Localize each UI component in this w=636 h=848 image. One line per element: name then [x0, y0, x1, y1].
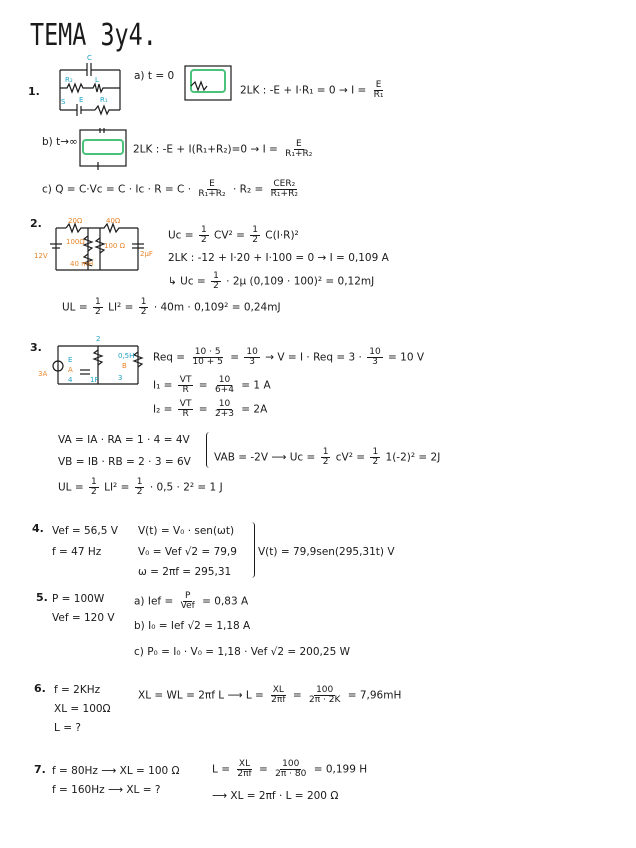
- p3-va: VA = IA · RA = 1 · 4 = 4V: [58, 434, 190, 446]
- circuit-1b-diagram: [78, 128, 128, 168]
- problem-4-number: 4.: [32, 522, 44, 535]
- p7-l-equation: L = $\frac{XL}{2\pi f}$ = $\frac{100}{2\pi \cdot 80}$ = 0,199 H: [212, 759, 368, 779]
- p3-vb: VB = IB · RB = 2 · 3 = 6V: [58, 456, 191, 468]
- svg-text:12V: 12V: [34, 252, 48, 260]
- p3-i1: I₁ = $\frac{VT}{R}$ = $\frac{10}{6+4}$ = 1 A: [153, 375, 271, 395]
- svg-text:R₂: R₂: [65, 76, 73, 84]
- p4-vt: V(t) = V₀ · sen(ωt): [138, 525, 235, 537]
- p4-vef: Vef = 56,5 V: [52, 525, 118, 537]
- circuit-3-diagram: [38, 334, 148, 390]
- problem-1-number: 1.: [28, 85, 40, 98]
- svg-text:2μF: 2μF: [140, 250, 153, 258]
- p3-brace: [206, 432, 213, 468]
- svg-text:L: L: [95, 76, 99, 84]
- page-title: TEMA 3y4.: [30, 18, 157, 53]
- p6-equation: XL = WL = 2πf L ⟶ L = $\frac{XL}{2\pi f}$ = $\frac{100}{2\pi \cdot 2K}$ = 7,96mH: [138, 685, 402, 705]
- circuit-2-diagram: [36, 214, 166, 278]
- svg-text:S: S: [61, 98, 66, 106]
- svg-text:2: 2: [96, 335, 101, 343]
- p5a-ief: a) Ief = $\frac{P}{\text{Vef}}$ = 0,83 A: [134, 591, 249, 611]
- problem-7-number: 7.: [34, 763, 46, 776]
- p5c-p0: c) P₀ = I₀ · V₀ = 1,18 · Vef √2 = 200,25 W: [134, 646, 350, 658]
- svg-text:40Ω: 40Ω: [106, 217, 121, 225]
- svg-text:4: 4: [68, 376, 73, 384]
- p6-f: f = 2KHz: [54, 684, 101, 696]
- p5-power: P = 100W: [52, 593, 105, 605]
- svg-text:40 mH: 40 mH: [70, 260, 94, 268]
- svg-text:1F: 1F: [90, 376, 99, 384]
- svg-text:3: 3: [118, 374, 123, 382]
- p3-i2: I₂ = $\frac{VT}{R}$ = $\frac{10}{2+3}$ = 2A: [153, 399, 268, 419]
- svg-text:E: E: [79, 96, 84, 104]
- p4-brace: [248, 522, 255, 578]
- p2-ul-result: UL = $\frac{1}{2}$ LI² = $\frac{1}{2}$ · 40m · 0,109² = 0,24mJ: [62, 297, 281, 317]
- p4-f: f = 47 Hz: [52, 546, 102, 558]
- svg-text:B: B: [122, 362, 127, 370]
- problem-2-number: 2.: [30, 217, 42, 230]
- p2-uc-formula: Uc = $\frac{1}{2}$ CV² = $\frac{1}{2}$ C(I·R)²: [168, 225, 299, 245]
- svg-text:100Ω: 100Ω: [66, 238, 85, 246]
- p1b-equation: 2LK : -E + I(R₁+R₂)=0 → I = $\frac{E}{\text{R₁+R₂}}$: [133, 139, 313, 159]
- svg-text:0,5H: 0,5H: [118, 352, 135, 360]
- p2-kirchhoff: 2LK : -12 + I·20 + I·100 = 0 → I = 0,109 A: [168, 252, 389, 264]
- svg-text:20Ω: 20Ω: [68, 217, 83, 225]
- p3-ul: UL = $\frac{1}{2}$ LI² = $\frac{1}{2}$ · 0,5 · 2² = 1 J: [58, 477, 223, 497]
- p1a-equation: 2LK : -E + I·R₁ = 0 → I = $\frac{E}{\text{R₁}}$: [240, 80, 384, 100]
- svg-text:100 Ω: 100 Ω: [104, 242, 125, 250]
- p1b-lead: b) t→∞: [42, 136, 78, 148]
- p4-omega: ω = 2πf = 295,31: [138, 566, 232, 578]
- svg-text:3A: 3A: [38, 370, 48, 378]
- p3-req: Req = $\frac{10 \cdot 5}{10 + 5}$ = $\frac{10}{3}$ → V = I · Req = 3 · $\frac{10}{3}$ = 10 V: [153, 347, 425, 367]
- circuit-1a-diagram: [183, 64, 233, 102]
- p2-uc-result: ↳ Uc = $\frac{1}{2}$ · 2μ (0,109 · 100)² = 0,12mJ: [168, 271, 375, 291]
- p6-xl: XL = 100Ω: [54, 703, 111, 715]
- p7-line1: f = 80Hz ⟶ XL = 100 Ω: [52, 765, 180, 777]
- problem-5-number: 5.: [36, 591, 48, 604]
- p7-xl-result: ⟶ XL = 2πf · L = 200 Ω: [212, 790, 339, 802]
- p7-line2: f = 160Hz ⟶ XL = ?: [52, 784, 161, 796]
- p3-vab-uc: VAB = -2V ⟶ Uc = $\frac{1}{2}$ cV² = $\frac{1}{2}$ 1(-2)² = 2J: [214, 447, 441, 467]
- p4-v0: V₀ = Vef √2 = 79,9: [138, 546, 237, 558]
- p6-l: L = ?: [54, 722, 81, 734]
- problem-3-number: 3.: [30, 341, 42, 354]
- svg-text:C: C: [87, 54, 92, 62]
- circuit-1-diagram: [55, 52, 125, 114]
- problem-6-number: 6.: [34, 682, 46, 695]
- p5-vef: Vef = 120 V: [52, 612, 115, 624]
- p1a-lead: a) t = 0: [134, 70, 175, 82]
- svg-text:E: E: [68, 356, 73, 364]
- p1c-equation: c) Q = C·Vc = C · Ic · R = C · $\frac{E}{\text{R₁+R₂}}$ · R₂ = $\frac{\text{CER₂}}{\text{R₁+R₂}}$: [42, 179, 298, 199]
- p4-result: V(t) = 79,9sen(295,31t) V: [258, 546, 395, 558]
- svg-text:R₁: R₁: [100, 96, 108, 104]
- p5b-i0: b) I₀ = Ief √2 = 1,18 A: [134, 620, 251, 632]
- svg-text:A: A: [68, 366, 73, 374]
